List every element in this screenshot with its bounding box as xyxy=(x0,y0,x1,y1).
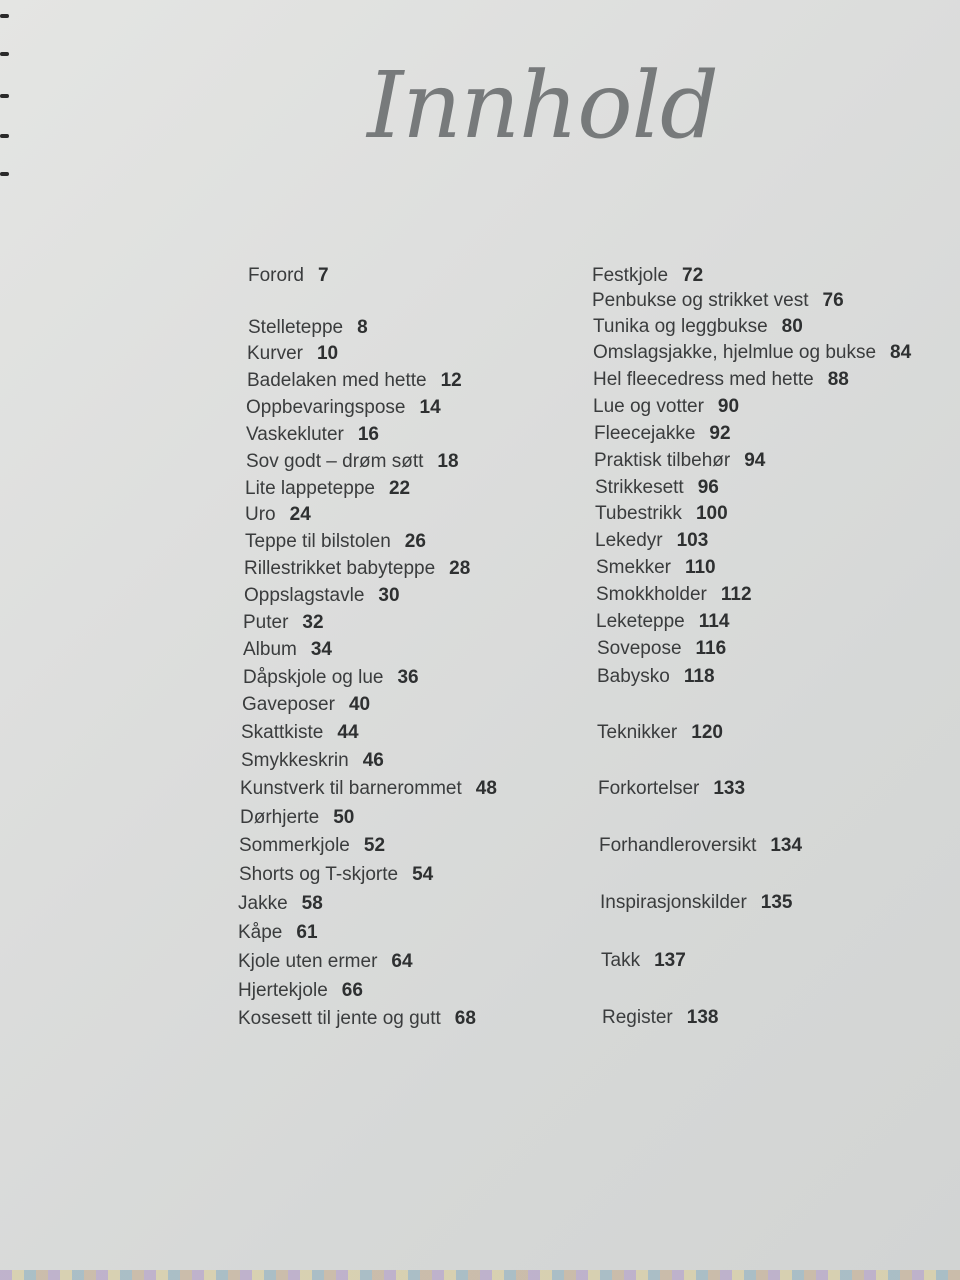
toc-entry xyxy=(598,778,745,800)
toc-entry xyxy=(243,612,324,634)
toc-entry-page-number: 96 xyxy=(697,477,719,498)
toc-entry-page-number: 94 xyxy=(744,450,766,471)
toc-entry xyxy=(248,265,329,287)
toc-entry xyxy=(602,1007,718,1029)
toc-entry-page-number: 120 xyxy=(691,722,723,743)
toc-entry xyxy=(238,951,413,973)
toc-entry-title: Puter xyxy=(243,612,289,633)
toc-entry-title: Jakke xyxy=(238,893,288,914)
toc-entry-page-number: 12 xyxy=(440,370,462,391)
toc-entry-page-number: 7 xyxy=(317,265,329,286)
toc-entry-page-number: 34 xyxy=(310,639,332,660)
toc-entry xyxy=(595,477,719,499)
toc-entry xyxy=(596,584,752,606)
toc-entry xyxy=(596,557,716,579)
toc-entry-title: Omslagsjakke, hjelmlue og bukse xyxy=(593,342,877,363)
toc-entry-title: Lekedyr xyxy=(595,530,663,551)
toc-entry xyxy=(238,1008,476,1030)
toc-entry-title: Lite lappeteppe xyxy=(245,478,375,499)
toc-entry-page-number: 137 xyxy=(654,950,686,971)
toc-entry-title: Sovepose xyxy=(597,638,682,659)
toc-entry-title: Rillestrikket babyteppe xyxy=(244,558,436,579)
toc-entry-title: Smokkholder xyxy=(596,584,707,605)
toc-entry xyxy=(594,423,731,445)
toc-entry-page-number: 32 xyxy=(302,612,324,633)
toc-entry-page-number: 110 xyxy=(684,557,716,578)
toc-entry xyxy=(240,778,497,800)
toc-entry xyxy=(594,450,765,472)
toc-entry-title: Inspirasjonskilder xyxy=(600,892,747,913)
toc-entry-page-number: 58 xyxy=(301,893,323,914)
toc-entry-title: Hjertekjole xyxy=(238,980,328,1001)
cover-edge-strip xyxy=(0,1270,960,1280)
toc-entry-page-number: 64 xyxy=(391,951,413,972)
toc-entry xyxy=(245,531,426,553)
toc-entry xyxy=(246,424,379,446)
toc-entry-page-number: 44 xyxy=(337,722,359,743)
toc-entry-page-number: 138 xyxy=(686,1007,719,1028)
toc-entry-title: Kurver xyxy=(247,343,303,364)
toc-entry-page-number: 84 xyxy=(890,342,912,363)
toc-entry-title: Kosesett til jente og gutt xyxy=(238,1008,441,1029)
toc-entry-page-number: 50 xyxy=(333,807,355,828)
toc-entry-page-number: 40 xyxy=(348,694,371,715)
toc-entry-title: Kåpe xyxy=(238,922,283,943)
toc-entry-page-number: 52 xyxy=(363,835,386,856)
toc-entry-title: Strikkesett xyxy=(595,477,684,498)
toc-entry-page-number: 112 xyxy=(720,584,752,605)
toc-entry xyxy=(241,722,359,744)
toc-entry-page-number: 10 xyxy=(316,343,339,364)
toc-entry-title: Sommerkjole xyxy=(239,835,350,856)
toc-entry xyxy=(595,503,728,525)
toc-entry-title: Oppbevaringspose xyxy=(246,397,406,418)
toc-entry-page-number: 36 xyxy=(397,667,419,688)
toc-entry-title: Fleecejakke xyxy=(594,423,696,444)
toc-entry xyxy=(238,922,318,944)
toc-entry xyxy=(238,893,323,915)
toc-entry-page-number: 80 xyxy=(781,316,803,337)
toc-entry xyxy=(600,892,793,914)
toc-entry-title: Takk xyxy=(601,950,641,971)
toc-entry xyxy=(248,317,368,339)
toc-entry-title: Smekker xyxy=(596,557,671,578)
toc-entry xyxy=(244,558,470,580)
toc-entry-page-number: 22 xyxy=(388,478,411,499)
toc-entry-title: Lue og votter xyxy=(593,396,704,417)
toc-entry-page-number: 135 xyxy=(760,892,793,913)
toc-entry-page-number: 46 xyxy=(362,750,384,771)
toc-entry xyxy=(245,478,410,500)
toc-entry-title: Hel fleecedress med hette xyxy=(593,369,814,390)
toc-entry-title: Vaskekluter xyxy=(246,424,344,445)
toc-entry-page-number: 92 xyxy=(709,423,731,444)
toc-entry-title: Tunika og leggbukse xyxy=(593,316,768,337)
toc-entry-title: Skattkiste xyxy=(241,722,324,743)
toc-entry xyxy=(246,397,441,419)
toc-entry xyxy=(247,370,462,392)
toc-entry-title: Uro xyxy=(245,504,276,525)
toc-entry-page-number: 16 xyxy=(357,424,379,445)
toc-entry-page-number: 118 xyxy=(683,666,715,687)
toc-entry xyxy=(592,290,844,312)
toc-entry xyxy=(593,342,911,364)
toc-entry xyxy=(601,950,686,972)
toc-entry xyxy=(599,835,802,857)
toc-entry-title: Sov godt – drøm søtt xyxy=(246,451,424,472)
toc-entry-page-number: 116 xyxy=(695,638,727,659)
toc-entry xyxy=(243,639,332,661)
toc-entry-page-number: 103 xyxy=(676,530,709,551)
toc-entry xyxy=(247,343,338,365)
toc-entry xyxy=(595,530,708,552)
page-title: Innhold xyxy=(367,52,718,159)
toc-entry-title: Dørhjerte xyxy=(240,807,320,828)
toc-entry-page-number: 134 xyxy=(770,835,803,856)
toc-entry-page-number: 100 xyxy=(695,503,728,524)
toc-entry-page-number: 66 xyxy=(341,980,363,1001)
toc-entry xyxy=(593,369,849,391)
toc-entry xyxy=(246,451,459,473)
toc-entry xyxy=(241,750,384,772)
toc-entry xyxy=(593,316,803,338)
toc-entry-title: Stelleteppe xyxy=(248,317,344,338)
toc-entry-title: Dåpskjole og lue xyxy=(243,667,384,688)
toc-entry xyxy=(242,694,370,716)
toc-entry-title: Smykkeskrin xyxy=(241,750,349,771)
toc-entry-title: Shorts og T-skjorte xyxy=(239,864,399,885)
toc-entry-page-number: 26 xyxy=(404,531,426,552)
toc-entry-title: Babysko xyxy=(597,666,670,687)
toc-entry xyxy=(244,585,400,607)
toc-entry xyxy=(596,611,729,633)
toc-entry-title: Album xyxy=(243,639,297,660)
toc-entry-page-number: 88 xyxy=(827,369,849,390)
toc-entry-page-number: 72 xyxy=(682,265,704,286)
toc-entry-page-number: 133 xyxy=(713,778,746,799)
toc-entry-title: Badelaken med hette xyxy=(247,370,427,391)
toc-entry-title: Register xyxy=(602,1007,673,1028)
toc-entry xyxy=(593,396,739,418)
toc-entry xyxy=(243,667,419,689)
toc-entry-page-number: 61 xyxy=(296,922,318,943)
toc-entry xyxy=(240,807,354,829)
toc-entry xyxy=(597,722,723,744)
toc-entry-title: Forord xyxy=(248,265,304,286)
toc-entry-page-number: 24 xyxy=(289,504,311,525)
toc-entry xyxy=(592,265,703,287)
toc-entry-page-number: 30 xyxy=(378,585,400,606)
toc-entry-title: Festkjole xyxy=(592,265,669,286)
toc-entry-title: Teknikker xyxy=(597,722,678,743)
toc-entry-page-number: 68 xyxy=(454,1008,476,1029)
toc-entry xyxy=(597,638,726,660)
toc-entry-title: Leketeppe xyxy=(596,611,685,632)
toc-entry-title: Oppslagstavle xyxy=(244,585,365,606)
toc-entry xyxy=(239,835,385,857)
toc-entry-title: Kunstverk til barnerommet xyxy=(240,778,462,799)
toc-entry-title: Gaveposer xyxy=(242,694,335,715)
toc-entry-title: Penbukse og strikket vest xyxy=(592,290,809,311)
toc-entry-page-number: 54 xyxy=(412,864,434,885)
toc-entry xyxy=(239,864,433,886)
toc-entry-title: Forhandleroversikt xyxy=(599,835,757,856)
toc-entry-title: Tubestrikk xyxy=(595,503,682,524)
toc-entry-page-number: 48 xyxy=(475,778,497,799)
toc-entry-page-number: 8 xyxy=(357,317,368,338)
toc-entry-page-number: 18 xyxy=(437,451,459,472)
toc-entry-page-number: 76 xyxy=(822,290,844,311)
toc-entry-page-number: 14 xyxy=(419,397,441,418)
toc-entry xyxy=(238,980,363,1002)
toc-entry-page-number: 28 xyxy=(449,558,471,579)
toc-entry-title: Praktisk tilbehør xyxy=(594,450,731,471)
toc-entry-title: Teppe til bilstolen xyxy=(245,531,391,552)
toc-entry-page-number: 114 xyxy=(698,611,730,632)
toc-entry xyxy=(597,666,715,688)
toc-entry-page-number: 90 xyxy=(717,396,740,417)
toc-entry-title: Kjole uten ermer xyxy=(238,951,378,972)
toc-entry xyxy=(245,504,311,526)
toc-entry-title: Forkortelser xyxy=(598,778,700,799)
